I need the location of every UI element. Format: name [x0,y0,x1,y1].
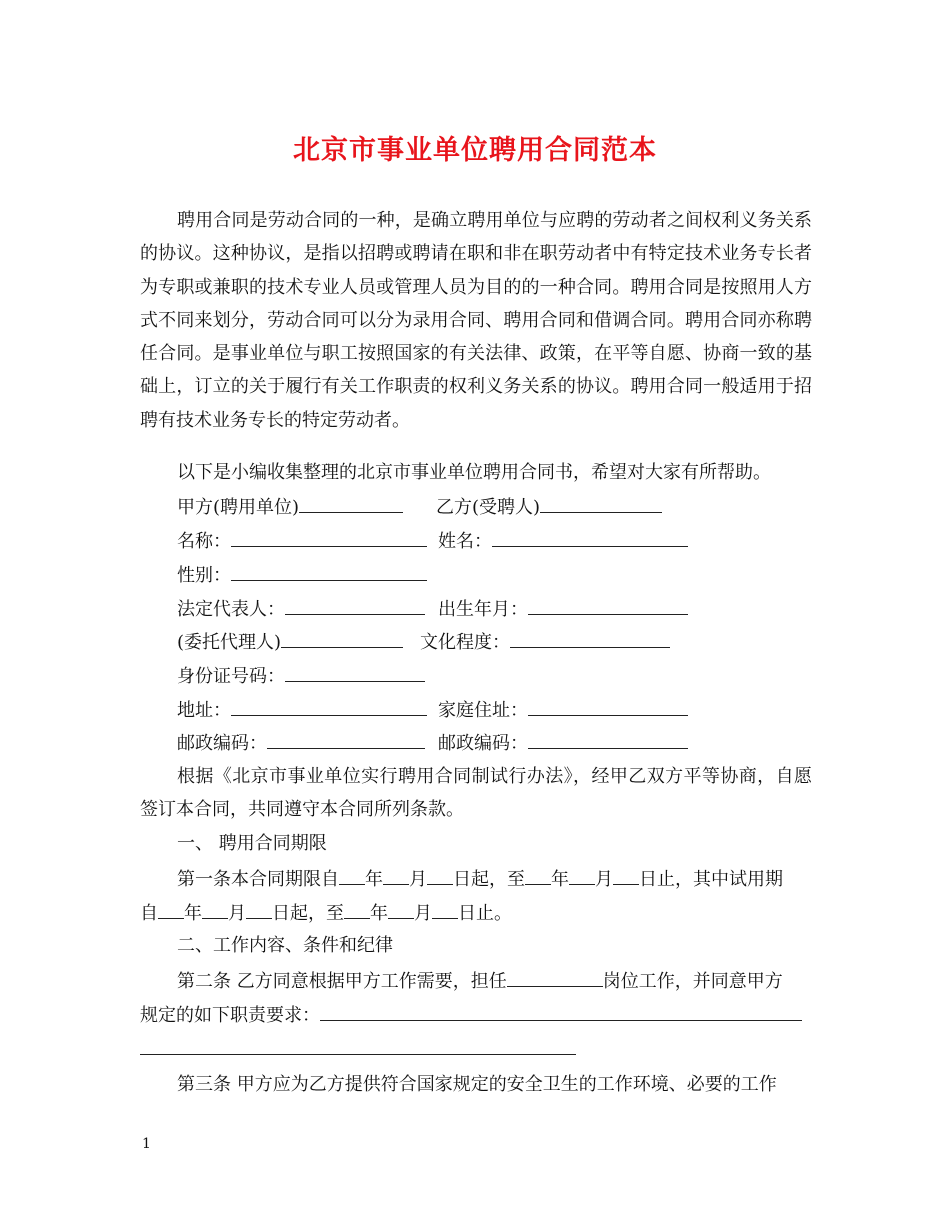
address-line [177,697,427,723]
address-label: 地址： [177,700,231,721]
trial-start-year-blank [158,900,184,919]
article-2-line-3 [140,1036,576,1062]
trial-end-year-blank [344,900,370,919]
home-address-label: 家庭住址： [438,700,528,721]
trial-start-day-blank [246,900,272,919]
basis-paragraph: 根据《北京市事业单位实行聘用合同制试行办法》，经甲乙双方平等协商，自愿签订本合同，共同遵守本合同所列条款。 [140,766,812,821]
legal-rep-line [177,596,425,622]
gender-blank [231,562,427,581]
trial-to: 日起，至 [272,903,344,924]
start-day-blank [427,866,453,885]
end-month-blank [569,866,595,885]
name-blank [231,528,427,547]
intro-paragraph-2: 以下是小编收集整理的北京市事业单位聘用合同书，希望对大家有所帮助。 [177,462,771,483]
postcode-b-line [438,730,688,756]
agent-label: (委托代理人) [177,632,282,653]
trial-from: 自 [140,903,158,924]
article-1-from: 日起，至 [453,869,525,890]
address-blank [231,697,427,716]
duties-blank-1 [320,1002,802,1021]
month-unit: 月 [228,903,246,924]
postcode-a-label: 邮政编码： [177,733,267,754]
article-2-text: 第二条 乙方同意根据甲方工作需要，担任 [177,971,507,992]
trial-end: 日止。 [458,903,512,924]
name-line [177,528,427,554]
id-label: 身份证号码： [177,666,285,687]
legal-rep-label: 法定代表人： [177,599,285,620]
postcode-b-blank [528,730,688,749]
gender-label: 性别： [177,565,231,586]
party-a-blank [299,494,403,513]
year-unit: 年 [365,869,383,890]
agent-line [177,629,403,655]
postcode-a-line [177,730,425,756]
trial-end-day-blank [432,900,458,919]
party-b-blank [540,494,662,513]
education-blank [510,629,670,648]
birth-line [438,596,688,622]
duties-blank-2 [140,1036,576,1055]
trial-start-month-blank [202,900,228,919]
article-1-text: 第一条本合同期限自 [177,869,339,890]
intro-paragraph: 聘用合同是劳动合同的一种，是确立聘用单位与应聘的劳动者之间权利义务关系的协议。这种协议，是指以招聘或聘请在职和非在职劳动者中有特定技术业务专长者为专职或兼职的技术专业人员或管理人员为目的的一种合同。聘用合同是按照用人方式不同来划分，劳动合同可以分为录用合同、聘用合同和借调合同。聘用合同亦称聘任合同。是事业单位与职工按照国家的有关法律、政策，在平等自愿、协商一致的基础上，订立的关于履行有关工作职责的权利义务关系的协议。聘用合同一般适用于招聘有技术业务专长的特定劳动者。 [140,210,812,431]
trial-end-month-blank [388,900,414,919]
year-unit: 年 [551,869,569,890]
party-b-line [436,494,662,520]
month-unit: 月 [595,869,613,890]
section-heading-1: 一、 聘用合同期限 [177,833,327,854]
position-blank [507,968,603,987]
name-label: 名称： [177,531,231,552]
birth-blank [528,596,688,615]
year-unit: 年 [370,903,388,924]
postcode-a-blank [267,730,425,749]
document-title: 北京市事业单位聘用合同范本 [293,135,657,166]
home-address-blank [528,697,688,716]
party-a-label: 甲方(聘用单位) [177,497,300,518]
article-1-trial: 日止，其中试用期 [639,869,783,890]
gender-line [177,562,427,588]
education-label: 文化程度： [420,632,510,653]
article-3-line: 第三条 甲方应为乙方提供符合国家规定的安全卫生的工作环境、必要的工作 [177,1074,777,1095]
id-line [177,663,425,689]
birth-label: 出生年月： [438,599,528,620]
section-heading-2: 二、工作内容、条件和纪律 [177,935,393,956]
person-name-blank [492,528,688,547]
person-name-label: 姓名： [438,531,492,552]
article-2-line-2 [140,1002,802,1028]
start-month-blank [383,866,409,885]
party-b-label: 乙方(受聘人) [436,497,541,518]
article-2-text-3: 规定的如下职责要求： [140,1005,320,1026]
month-unit: 月 [409,869,427,890]
legal-rep-blank [285,596,425,615]
end-year-blank [525,866,551,885]
id-blank [285,663,425,682]
agent-blank [281,629,403,648]
month-unit: 月 [414,903,432,924]
postcode-b-label: 邮政编码： [438,733,528,754]
article-2-line-1 [177,968,783,994]
page-number: 1 [142,1136,151,1152]
article-1-line-1 [177,866,783,892]
home-address-line [438,697,688,723]
person-name-line [438,528,688,554]
end-day-blank [613,866,639,885]
party-a-line [177,494,403,520]
education-line [420,629,670,655]
year-unit: 年 [184,903,202,924]
article-2-text-2: 岗位工作，并同意甲方 [602,971,783,992]
start-year-blank [339,866,365,885]
article-1-line-2 [140,900,512,926]
